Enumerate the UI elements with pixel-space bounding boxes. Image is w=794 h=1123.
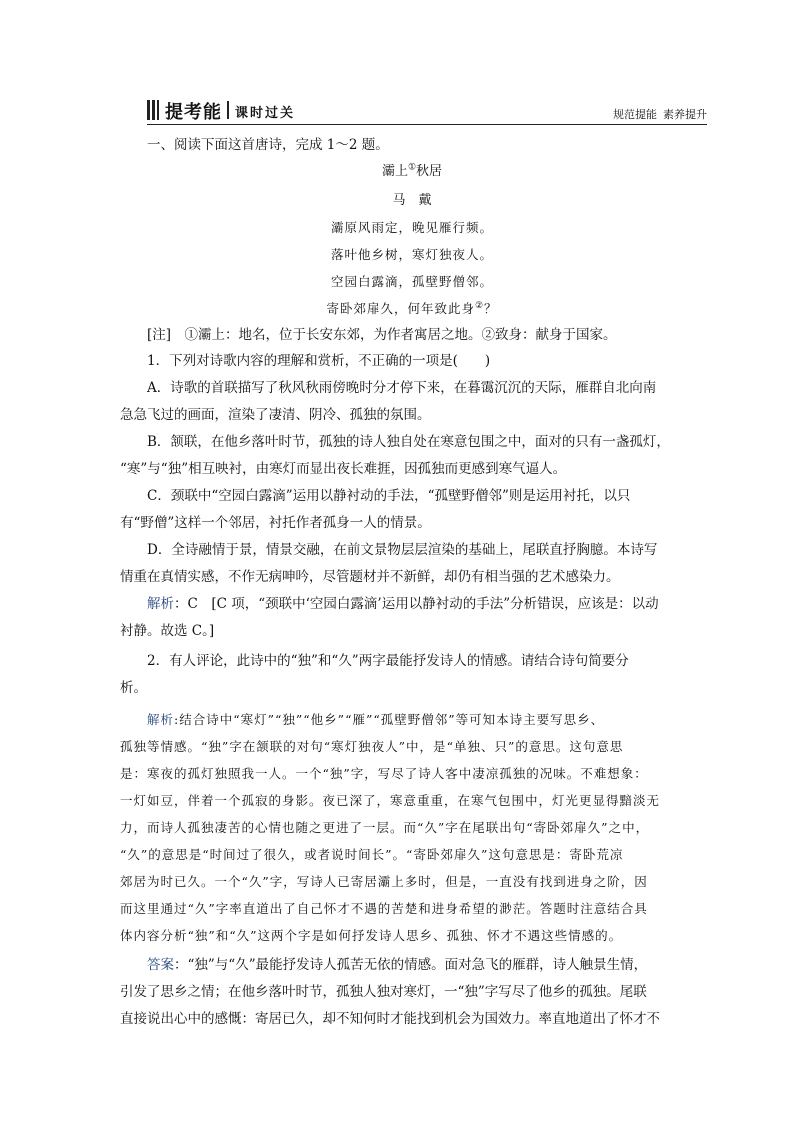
header-title: 提考能 xyxy=(165,102,222,123)
poem-author: 马 戴 xyxy=(392,193,432,208)
q1-option-b-line1: B．颔联，在他乡落叶时节，孤独的诗人独自处在寒意包围之中，面对的只有一盏孤灯， xyxy=(147,434,670,450)
header-subtitle: 课时过关 xyxy=(235,106,296,121)
q1-option-c-line2: 有“野僧”这样一个邻居，衬托作者孤身一人的情景。 xyxy=(120,515,431,531)
q2-analysis-line7: 郊居为时已久。一个“久”字，写诗人已寄居灞上多时，但是，一直没有找到进身之阶，因 xyxy=(120,874,648,889)
q2-answer-line3: 直接说出心中的感慨：寄居已久，却不知何时才能找到机会为国效力。率直地道出了怀才不 xyxy=(120,1011,660,1027)
poem-line-1: 灞原风雨定，晚见雁行频。 xyxy=(330,220,493,235)
q1-option-d-line1: D．全诗融情于景，情景交融，在前文景物层层渲染的基础上，尾联直抒胸臆。本诗写 xyxy=(147,542,658,558)
q1-option-a-line1: A．诗歌的首联描写了秋风秋雨傍晚时分才停下来，在暮霭沉沉的天际，雁群自北向南 xyxy=(147,380,657,396)
header-tag-1: 规范提能 xyxy=(613,108,657,121)
q2-analysis-line6: “久”的意思是“时间过了很久，或者说时间长”。“寄卧郊扉久”这句意思是：寄卧荒凉 xyxy=(120,847,624,862)
header-rule xyxy=(147,124,707,125)
q2-stem-line2: 析。 xyxy=(120,680,147,696)
q2-analysis-line2: 孤独等情感。“独”字在颔联的对句“寒灯独夜人”中，是“单独、只”的意思。这句意思 xyxy=(120,739,624,754)
q2-stem-line1: 2．有人评论，此诗中的“独”和“久”两字最能抒发诗人的情感。请结合诗句简要分 xyxy=(147,653,629,669)
header-tagline xyxy=(613,106,707,122)
q1-analysis-line1 xyxy=(147,591,677,618)
q1-option-a-line2: 急急飞过的画面，渲染了凄清、阴冷、孤独的氛围。 xyxy=(120,407,431,423)
q2-analysis-label: 解析 xyxy=(147,712,175,727)
q1-option-c-line1: C．颈联中“空园白露滴”运用以静衬动的手法，“孤壁野僧邻”则是运用衬托，以只 xyxy=(147,488,631,504)
poem-line-4 xyxy=(147,299,677,317)
poem-line-4-end: ？ xyxy=(484,301,498,316)
poem-line-4-note: ② xyxy=(474,300,485,311)
q2-analysis-line8: 而这里通过“久”字率直道出了自己怀才不遇的苦楚和进身希望的渺茫。答题时注意结合具 xyxy=(120,901,648,916)
q1-option-b-line2: “寒”与“独”相互映衬，由寒灯而显出夜长难捱，因孤独而更感到寒气逼人。 xyxy=(120,461,567,477)
section-header xyxy=(147,98,707,124)
poem-footnote: [注] ①灞上：地名，位于长安东郊，为作者寓居之地。②致身：献身于国家。 xyxy=(147,327,617,343)
header-tag-2: 素养提升 xyxy=(663,108,707,121)
q2-answer-line2: 引发了思乡之情；在他乡落叶时节，孤独人独对寒灯，一“独”字写尽了他乡的孤独。尾联 xyxy=(120,984,647,1000)
poem-title-post: 秋居 xyxy=(416,164,443,179)
q2-analysis-text-1: :结合诗中“寒灯”“独”“他乡”“雁”“孤壁野僧邻”等可知本诗主要写思乡、 xyxy=(174,712,605,727)
q2-answer-text-1: ：“独”与“久”最能抒发诗人孤苦无依的情感。面对急飞的雁群，诗人触景生情， xyxy=(174,957,648,973)
poem-line-3: 空园白露滴，孤壁野僧邻。 xyxy=(330,274,493,289)
q2-answer-label: 答案 xyxy=(147,957,174,973)
q1-analysis-label: 解析 xyxy=(147,596,174,612)
q2-analysis-line1 xyxy=(147,706,677,733)
q2-analysis-line3: 是：寒夜的孤灯独照我一人。一个“独”字，写尽了诗人客中凄凉孤独的况味。不难想象： xyxy=(120,766,648,781)
poem-line-2: 落叶他乡树，寒灯独夜人。 xyxy=(330,247,493,262)
q2-analysis-line5: 力，而诗人孤独凄苦的心情也随之更进了一层。而“久”字在尾联出句“寄卧郊扉久”之中， xyxy=(120,820,650,835)
q1-analysis-text: ：C [C 项，“颈联中‘空园白露滴’运用以静衬动的手法”分析错误，应该是：以动 xyxy=(174,596,659,612)
header-divider xyxy=(227,101,229,119)
instruction: 一、阅读下面这首唐诗，完成 1～2 题。 xyxy=(147,137,389,153)
q2-analysis-line4: 一灯如豆，伴着一个孤寂的身影。夜已深了，寒意重重，在寒气包围中，灯光更显得黯淡无 xyxy=(120,793,661,808)
q1-analysis-line2: 衬静。故选 C。] xyxy=(120,623,215,639)
q1-option-d-line2: 情重在真情实感，不作无病呻吟，尽管题材并不新鲜，却仍有相当强的艺术感染力。 xyxy=(120,569,620,585)
header-bars-icon xyxy=(147,100,161,120)
poem-title-note: ① xyxy=(407,162,417,173)
q2-answer-line1 xyxy=(147,952,677,979)
q2-analysis-line9: 体内容分析“独”和“久”这两个字是如何抒发诗人思乡、孤独、怀才不遇这些情感的。 xyxy=(120,928,623,943)
poem-line-4-text: 寄卧郊扉久，何年致此身 xyxy=(326,301,475,316)
poem-title-pre: 灞上 xyxy=(381,164,408,179)
q1-stem: 1．下列对诗歌内容的理解和赏析，不正确的一项是( ) xyxy=(147,353,491,369)
poem-title xyxy=(147,160,677,179)
